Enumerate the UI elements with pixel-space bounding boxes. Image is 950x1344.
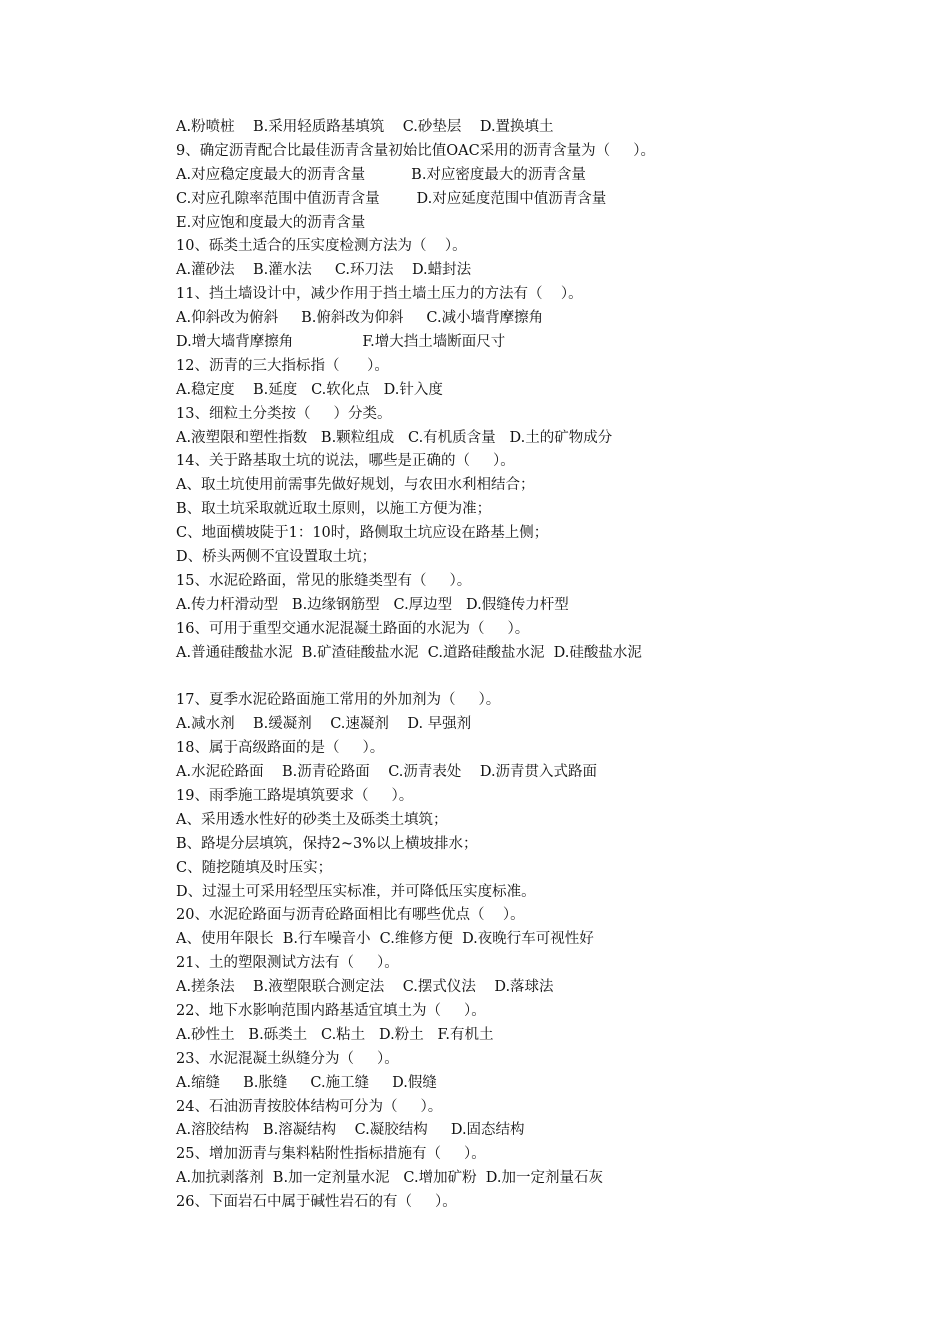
text-line: 26、下面岩石中属于碱性岩石的有（ ）。 [176,1194,457,1211]
text-line: C、地面横坡陡于1：10时，路侧取土坑应设在路基上侧； [176,525,549,542]
text-line: A.缩缝 B.胀缝 C.施工缝 D.假缝 [176,1074,437,1091]
text-line: A、使用年限长 B.行车噪音小 C.维修方便 D.夜晚行车可视性好 [176,931,594,948]
text-line: A.粉喷桩 B.采用轻质路基填筑 C.砂垫层 D.置换填土 [176,119,554,135]
text-line: 10、砾类土适合的压实度检测方法为（ ）。 [176,238,467,255]
text-line: 21、土的塑限测试方法有（ ）。 [176,955,399,972]
text-line: B、路堤分层填筑，保持2~3%以上横坡排水； [176,835,478,852]
text-line: A.对应稳定度最大的沥青含量 B.对应密度最大的沥青含量 [176,166,586,183]
text-line: 22、地下水影响范围内路基适宜填土为（ ）。 [176,1002,486,1019]
text-line: B、取土坑采取就近取土原则，以施工方便为准； [176,501,492,518]
text-line: A.仰斜改为俯斜 B.俯斜改为仰斜 C.减小墙背摩擦角 [176,310,544,327]
text-line: A.液塑限和塑性指数 B.颗粒组成 C.有机质含量 D.土的矿物成分 [176,429,613,446]
text-line: A.砂性土 B.砾类土 C.粘土 D.粉土 F.有机土 [176,1026,494,1043]
text-line: D、过湿土可采用轻型压实标准，并可降低压实度标准。 [176,883,536,900]
text-line: A.减水剂 B.缓凝剂 C.速凝剂 D. 早强剂 [176,716,472,733]
text-line: A.灌砂法 B.灌水法 C.环刀法 D.蜡封法 [176,262,472,279]
text-line: 12、沥青的三大指标指（ ）。 [176,357,389,374]
text-line: 13、细粒土分类按（ ）分类。 [176,405,392,422]
text-line: 14、关于路基取土坑的说法，哪些是正确的（ ）。 [176,453,515,470]
text-line: 24、石油沥青按胶体结构可分为（ ）。 [176,1098,443,1115]
text-line: D.增大墙背摩擦角 F.增大挡土墙断面尺寸 [176,334,506,351]
text-line: 23、水泥混凝土纵缝分为（ ）。 [176,1050,399,1067]
text-line: C.对应孔隙率范围中值沥青含量 D.对应延度范围中值沥青含量 [176,190,607,207]
text-line: A.稳定度 B.延度 C.软化点 D.针入度 [176,381,443,398]
text-line: A.传力杆滑动型 B.边缘钢筋型 C.厚边型 D.假缝传力杆型 [176,596,569,613]
text-line: A.加抗剥落剂 B.加一定剂量水泥 C.增加矿粉 D.加一定剂量石灰 [176,1170,604,1187]
text-line: 18、属于高级路面的是（ ）。 [176,740,385,757]
question-text [176,116,916,1215]
text-line: A.溶胶结构 B.溶凝结构 C.凝胶结构 D.固态结构 [176,1122,525,1139]
text-line: 11、挡土墙设计中，减少作用于挡土墙土压力的方法有（ ）。 [176,286,583,303]
text-line: 19、雨季施工路堤填筑要求（ ）。 [176,787,414,804]
text-line: A、采用透水性好的砂类土及砾类土填筑； [176,811,448,828]
text-line: 17、夏季水泥砼路面施工常用的外加剂为（ ）。 [176,692,501,709]
text-line: A.搓条法 B.液塑限联合测定法 C.摆式仪法 D.落球法 [176,979,554,996]
text-line: 20、水泥砼路面与沥青砼路面相比有哪些优点（ ）。 [176,907,525,924]
text-line: A、取土坑使用前需事先做好规划，与农田水利相结合； [176,477,535,494]
text-line: 15、水泥砼路面，常见的胀缝类型有（ ）。 [176,572,472,589]
text-line: 16、可用于重型交通水泥混凝土路面的水泥为（ ）。 [176,620,530,637]
text-line: E.对应饱和度最大的沥青含量 [176,214,366,231]
text-line: 9、确定沥青配合比最佳沥青含量初始比值OAC采用的沥青含量为（ ）。 [176,142,655,159]
text-line: A.普通硅酸盐水泥 B.矿渣硅酸盐水泥 C.道路硅酸盐水泥 D.硅酸盐水泥 [176,644,642,661]
text-line: D、桥头两侧不宜设置取土坑； [176,549,377,566]
text-line: 25、增加沥青与集料粘附性指标措施有（ ）。 [176,1146,486,1163]
text-line: A.水泥砼路面 B.沥青砼路面 C.沥青表处 D.沥青贯入式路面 [176,764,598,781]
blank-line [176,665,916,689]
text-line: C、随挖随填及时压实； [176,859,333,876]
